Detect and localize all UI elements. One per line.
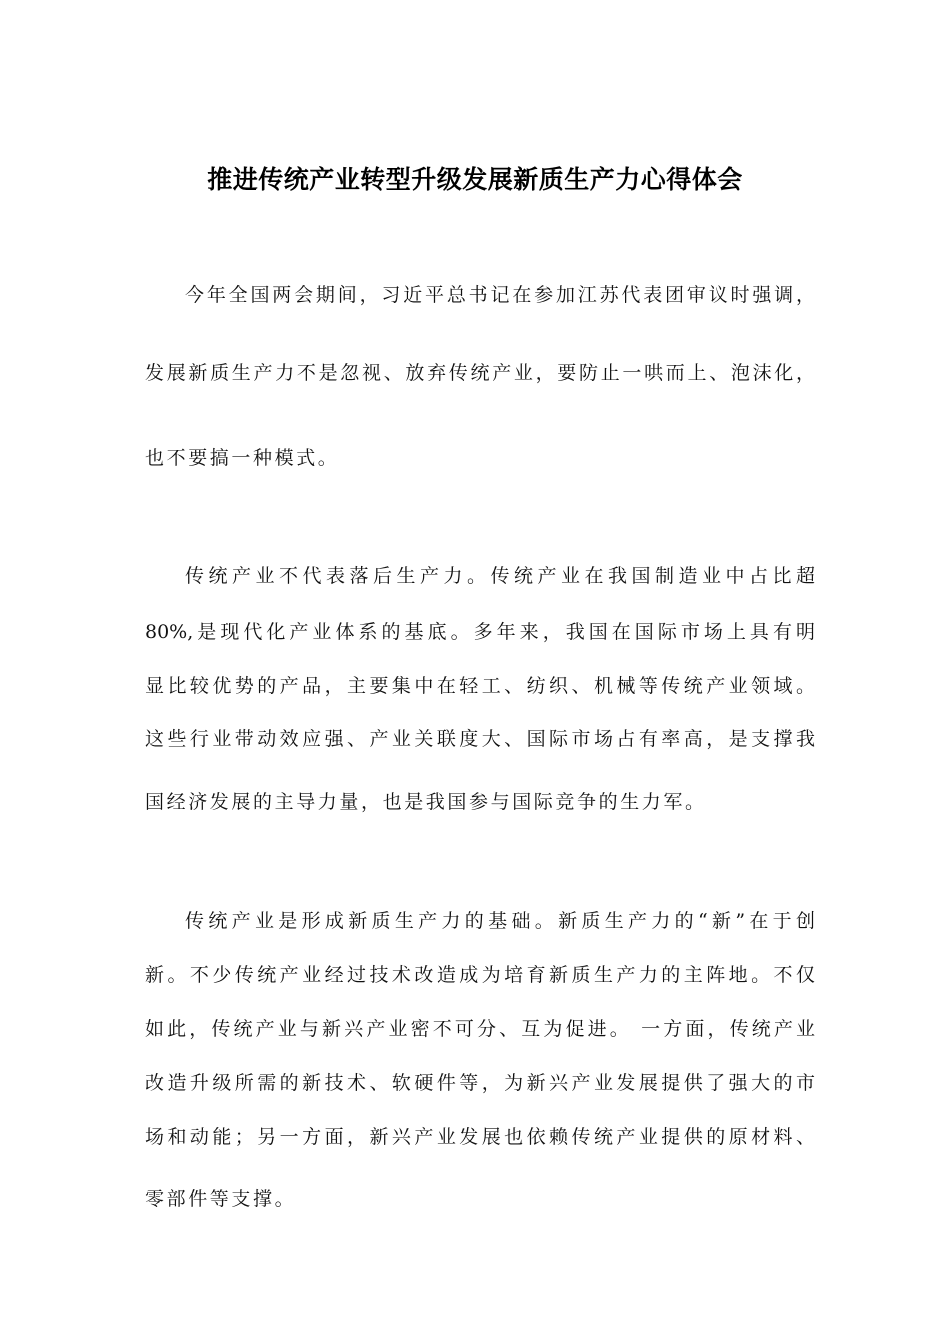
paragraph-1-line-1: 今年全国两会期间，习近平总书记在参加江苏代表团审议时强调， xyxy=(185,284,815,306)
paragraph-3-line-3: 如此，传统产业与新兴产业密不可分、互为促进。 一方面，传统产业 xyxy=(145,1018,815,1040)
paragraph-3-line-2: 新。不少传统产业经过技术改造成为培育新质生产力的主阵地。不仅 xyxy=(145,964,815,986)
paragraph-1-line-2: 发展新质生产力不是忽视、放弃传统产业，要防止一哄而上、泡沫化， xyxy=(145,362,815,384)
paragraph-3-line-1: 传统产业是形成新质生产力的基础。新质生产力的“新”在于创 xyxy=(185,910,815,932)
paragraph-1-line-3: 也不要搞一种模式。 xyxy=(145,447,340,469)
paragraph-3-line-6: 零部件等支撑。 xyxy=(145,1188,297,1210)
paragraph-2-line-3: 显比较优势的产品，主要集中在轻工、纺织、机械等传统产业领域。 xyxy=(145,675,815,697)
document-title: 推进传统产业转型升级发展新质生产力心得体会 xyxy=(207,165,743,194)
paragraph-3-line-5: 场和动能；另一方面，新兴产业发展也依赖传统产业提供的原材料、 xyxy=(145,1126,815,1148)
paragraph-2-line-5: 国经济发展的主导力量，也是我国参与国际竞争的生力军。 xyxy=(145,791,707,813)
paragraph-2-line-2: 80%,是现代化产业体系的基底。多年来，我国在国际市场上具有明 xyxy=(145,621,815,643)
paragraph-3-line-4: 改造升级所需的新技术、软硬件等，为新兴产业发展提供了强大的市 xyxy=(145,1072,815,1094)
paragraph-2-line-1: 传统产业不代表落后生产力。传统产业在我国制造业中占比超 xyxy=(185,565,815,587)
paragraph-2-line-4: 这些行业带动效应强、产业关联度大、国际市场占有率高，是支撑我 xyxy=(145,728,815,750)
